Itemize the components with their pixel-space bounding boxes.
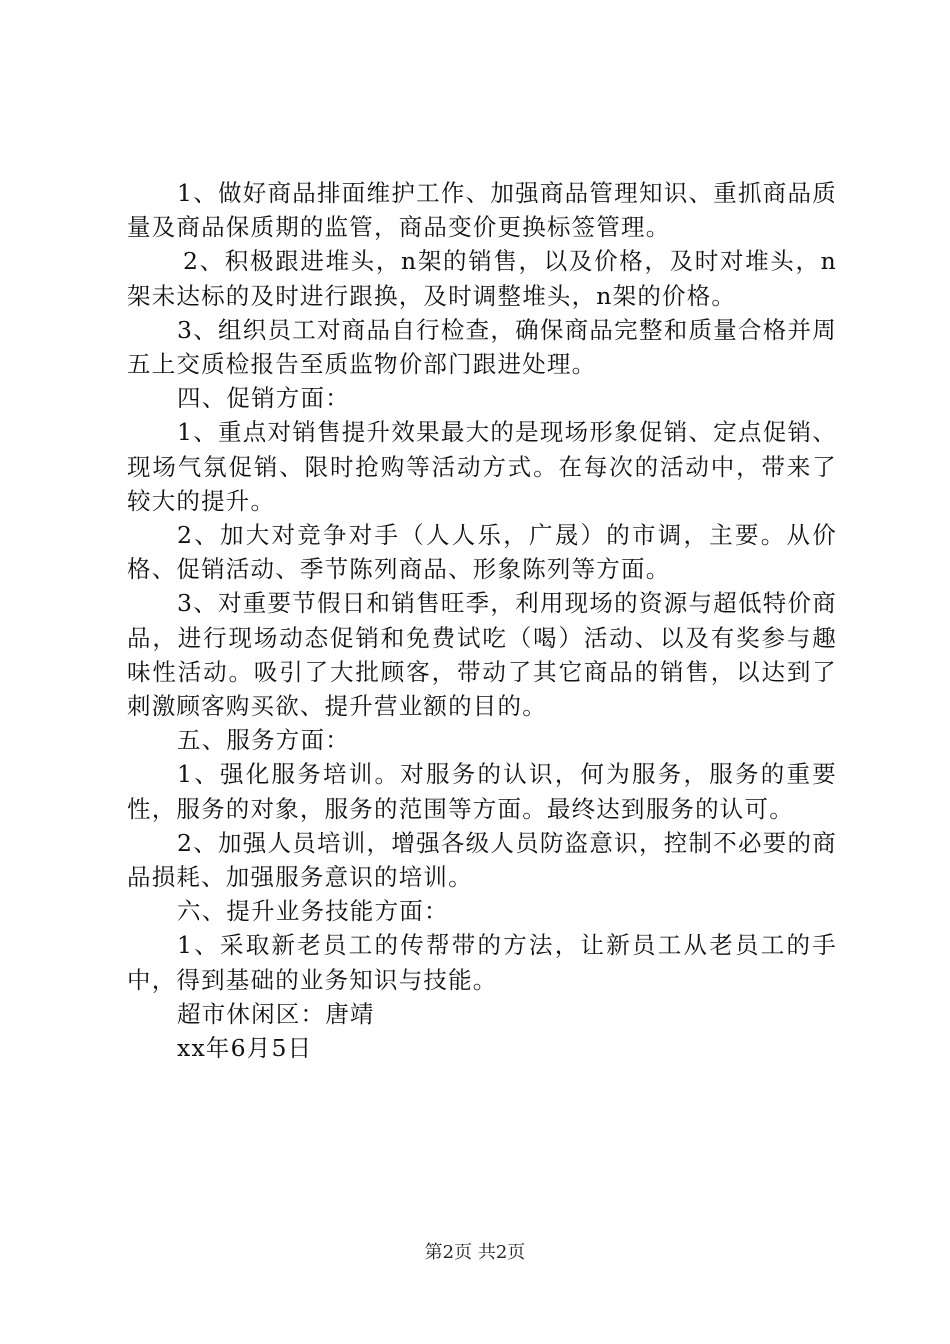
section-heading-promotion: 四、促销方面： — [177, 384, 350, 413]
date-line: xx年6月5日 — [177, 1034, 313, 1063]
paragraph-5: 2、加大对竞争对手（人人乐，广晟）的市调，主要。从价格、促销活动、季节陈列商品、形象陈列等方面。 — [127, 521, 837, 584]
paragraph-4: 1、重点对销售提升效果最大的是现场形象促销、定点促销、现场气氛促销、限时抢购等活动方式。在每次的活动中，带来了较大的提升。 — [127, 418, 837, 515]
paragraph-3: 3、组织员工对商品自行检查，确保商品完整和质量合格并周五上交质检报告至质监物价部门跟进处理。 — [127, 315, 837, 379]
section-heading-service: 五、服务方面： — [177, 726, 350, 755]
document-body — [127, 176, 837, 1065]
signature-line: 超市休闲区：唐靖 — [177, 999, 375, 1028]
page-footer: 第2页 共2页 — [424, 1242, 526, 1263]
paragraph-6: 3、对重要节假日和销售旺季，利用现场的资源与超低特价商品，进行现场动态促销和免费试吃（喝）活动、以及有奖参与趣味性活动。吸引了大批顾客，带动了其它商品的销售，以达到了刺激顾客购买欲、提升营业额的目的。 — [127, 589, 837, 721]
paragraph-9: 1、采取新老员工的传帮带的方法，让新员工从老员工的手中，得到基础的业务知识与技能。 — [127, 931, 837, 994]
paragraph-8: 2、加强人员培训，增强各级人员防盗意识，控制不必要的商品损耗、加强服务意识的培训。 — [127, 828, 837, 892]
paragraph-1: 1、做好商品排面维护工作、加强商品管理知识、重抓商品质量及商品保质期的监管，商品变价更换标签管理。 — [127, 179, 837, 242]
paragraph-7: 1、强化服务培训。对服务的认识，何为服务，服务的重要性，服务的对象，服务的范围等方面。最终达到服务的认可。 — [127, 760, 837, 823]
section-heading-skills: 六、提升业务技能方面： — [177, 897, 449, 926]
paragraph-2: 2、积极跟进堆头，n架的销售，以及价格，及时对堆头，n架未达标的及时进行跟换，及时调整堆头，n架的价格。 — [127, 247, 837, 310]
